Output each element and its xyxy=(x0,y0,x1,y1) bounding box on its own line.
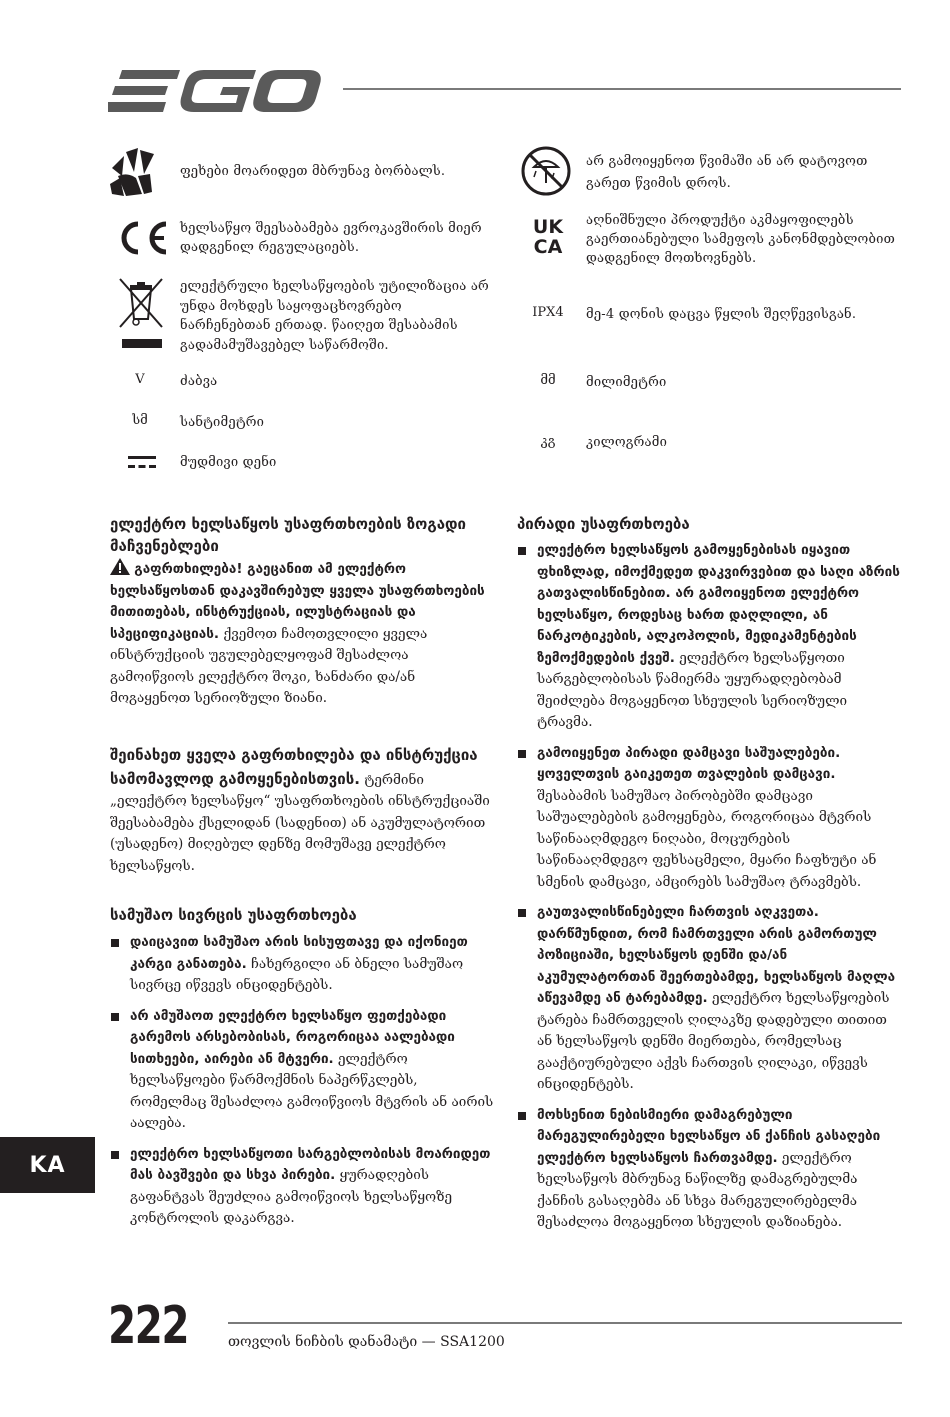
ce-mark-icon xyxy=(114,218,170,258)
symbol-code-ipx4: IPX4 xyxy=(532,305,564,320)
work-area-list xyxy=(110,932,495,1239)
warning-bold-text: გაფრთხილება! გაეცანით ამ ელექტრო ხელსაწყოსთან დაკავშირებულ ყველა უსაფრთხოების მითითებას, ინსტრუქციას, ილუსტრაციას და სპეციფიკაციას. xyxy=(110,561,485,642)
list-item: გამოიყენეთ პირადი დამცავი საშუალებები. ყოველთვის გაიკეთეთ თვალების დამცავი. შესაბამის სამუშაო პირობებში დამცავი საშუალებების გამოყენება, როგორიცაა მტვრის საწინააღმდეგო ნიღაბი, მოცურების საწინააღმდეგო ფეხსაცმელი, მყარი ჩაფხუტი ან სმენის დამცავი, ამცირებს სამუშაო ტრავმებს. xyxy=(517,743,902,894)
footer-doc-title: თოვლის ნიჩბის დანამატი — SSA1200 xyxy=(228,1334,505,1350)
symbol-text-blade: ფეხები მოარიდეთ მბრუნავ ბორბალს. xyxy=(180,164,446,179)
work-area-title: სამუშაო სივრცის უსაფრთხოება xyxy=(110,906,357,924)
list-item: მოხსენით ნებისმიერი დამაგრებული მარეგულირებელი ხელსაწყო ან ქანჩის გასაღები ელექტრო ხელსაწყოს ჩართვამდე. ელექტრო ხელსაწყოს მბრუნავ ნაწილზე დამაგრებულმა ქანჩის გასაღებმა ან სხვა მარეგულირებელმა შესაძლოა მოგაყენოთ სხეულის დაზიანება. xyxy=(517,1105,902,1234)
general-safety-title: ელექტრო ხელსაწყოს უსაფრთხოების ზოგადი მაჩვენებლები xyxy=(110,515,466,555)
svg-text:UK: UK xyxy=(532,216,564,238)
ukca-mark-icon xyxy=(526,214,570,256)
footer-rule xyxy=(228,1322,902,1324)
list-item: ელექტრო ხელსაწყოთი სარგებლობისას მოარიდეთ მას ბავშვები და სხვა პირები. ყურადღების გაფანტვას შეუძლია გამოიწვიოს ხელსაწყოზე კონტროლის დაკარგვა. xyxy=(110,1144,495,1230)
symbol-code-cm: სმ xyxy=(132,413,148,428)
save-text: ტერმინი „ელექტრო ხელსაწყო“ უსაფრთხოების ინსტრუქციაში შეესაბამება ქსელიდან (სადენით) ან აკუმულატორით (უსადენო) მიღებულ დენზე მომუშავე ელექტრო ხელსაწყოს. xyxy=(110,771,490,874)
page-number: 222 xyxy=(108,1296,188,1356)
warning-block xyxy=(110,558,490,710)
symbol-code-kg: კგ xyxy=(540,434,556,449)
weee-bin-icon xyxy=(116,277,166,329)
list-item: არ ამუშაოთ ელექტრო ხელსაწყო ფეთქებადი გარემოს არსებობისას, როგორიცაა აალებადი სითხეები, აირები ან მტვერი. ელექტრო ხელსაწყოები წარმოქმნის ნაპერწკლებს, რომელმაც შესაძლოა გამოიწვიოს მტვრის ან აირის აალება. xyxy=(110,1006,495,1135)
symbol-text-dc: მუდმივი დენი xyxy=(180,455,277,470)
list-item: ელექტრო ხელსაწყოს გამოყენებისას იყავით ფხიზლად, იმოქმედეთ დაკვირვებით და საღი აზრის გათვალისწინებით. არ გამოიყენოთ ელექტრო ხელსაწყო, როდესაც ხართ დაღლილი, ან ნარკოტიკების, ალკოჰოლის, მედიკამენტების ზემოქმედების ქვეშ. ელექტრო ხელსაწყოთი სარგებლობისას წამიერმა უყურადღებობამ შეიძლება მოგაყენოთ სხეულის სერიოზული ტრავმა. xyxy=(517,540,902,734)
symbol-text-ukca: აღნიშნული პროდუქტი აკმაყოფილებს გაერთიანებული სამეფოს კანონმდებლობით დადგენილ მოთხოვნებს. xyxy=(586,213,895,266)
header-rule xyxy=(343,88,901,90)
symbol-code-volt: V xyxy=(135,372,145,387)
warning-text: ქვემოთ ჩამოთვლილი ყველა ინსტრუქციის უგულებელყოფამ შესაძლოა გამოიწვიოს ელექტრო შოკი, ხანძარი და/ან მოგაყენოთ სერიოზული ზიანი. xyxy=(110,625,428,706)
save-instructions-block xyxy=(110,744,500,877)
no-rain-icon xyxy=(520,145,572,197)
symbol-text-cm: სანტიმეტრი xyxy=(180,415,265,430)
list-item: გაუთვალისწინებელი ჩართვის აღკვეთა. დარწმუნდით, რომ ჩამრთველი არის გამორთულ პოზიციაში, ხელსაწყოს დენში და/ან აკუმულატორთან შეერთებამდე, ხელსაწყოს მაღლა აწევამდე ან ტარებამდე. ელექტრო ხელსაწყოების ტარება ჩამრთველის ღილაკზე დადებული თითით ან ხელსაწყოს დენში მიერთება, რომელსაც გააქტიურებული აქვს ჩართვის ღილაკი, იწვევს ინციდენტებს. xyxy=(517,902,902,1096)
svg-text:CA: CA xyxy=(533,236,563,256)
symbol-text-volt: ძაბვა xyxy=(180,374,218,389)
symbol-text-rain: არ გამოიყენოთ წვიმაში ან არ დატოვოთ გარეთ წვიმის დროს. xyxy=(586,154,868,191)
list-item: დაიცავით სამუშაო არის სისუფთავე და იქონიეთ კარგი განათება. ჩახერგილი ან ბნელი სამუშაო სივრცე იწვევს ინციდენტებს. xyxy=(110,932,495,997)
personal-safety-title: პირადი უსაფრთხოება xyxy=(517,515,690,533)
language-tab: KA xyxy=(0,1137,95,1193)
dont-touch-blade-icon xyxy=(108,146,158,198)
symbol-text-weee: ელექტრული ხელსაწყოების უტილიზაცია არ უნდა მოხდეს საყოფაცხოვრებო ნარჩენებთან ერთად. წაიღეთ შესაბამის გადამამუშავებელ საწარმოში. xyxy=(180,279,489,353)
ego-logo xyxy=(108,66,323,116)
symbol-code-mm: მმ xyxy=(540,373,556,388)
warning-triangle-icon xyxy=(110,558,130,575)
personal-safety-list xyxy=(517,540,902,1243)
direct-current-icon xyxy=(126,454,158,470)
symbol-text-ce: ხელსაწყო შეესაბამება ევროკავშირის მიერ დადგენილ რეგულაციებს. xyxy=(180,221,482,255)
symbol-text-mm: მილიმეტრი xyxy=(586,375,667,390)
save-bold-text: შეინახეთ ყველა გაფრთხილება და ინსტრუქცია სამომავლოდ გამოყენებისთვის. xyxy=(110,746,478,788)
symbol-text-ipx4: მე-4 დონის დაცვა წყლის შეღწევისგან. xyxy=(586,307,857,322)
symbol-text-kg: კილოგრამი xyxy=(586,435,668,450)
weee-bar xyxy=(122,339,162,348)
